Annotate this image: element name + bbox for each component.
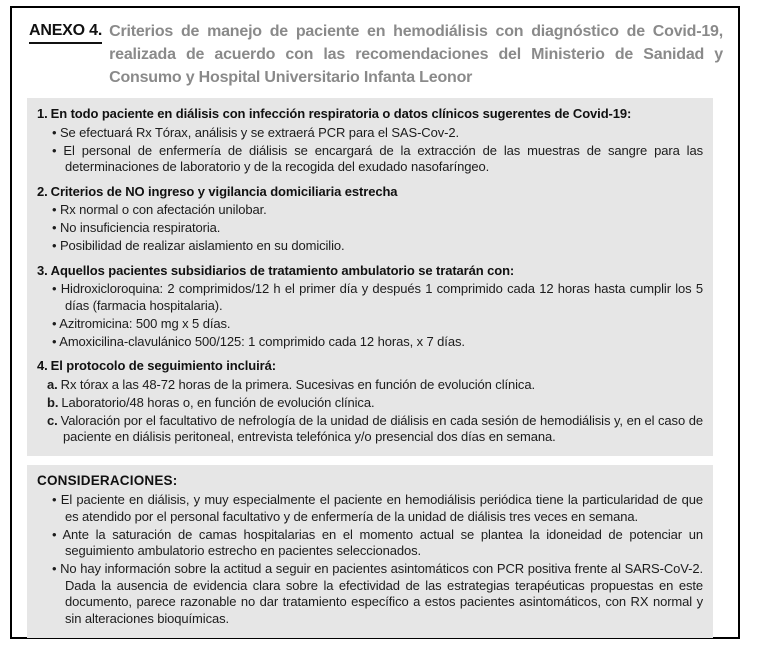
section-4 xyxy=(37,358,703,446)
section-2-heading-text: Criterios de NO ingreso y vigilancia domiciliaria estrecha xyxy=(50,183,398,199)
section-1-number: 1. xyxy=(37,106,48,121)
bullet-item: • Ante la saturación de camas hospitalarias en el momento actual se plantea la idoneidad de potenciar un seguimiento ambulatorio estrecho en pacientes seleccionados. xyxy=(52,527,703,560)
section-4-heading xyxy=(37,358,703,375)
document-frame xyxy=(10,6,740,639)
section-1-bullets xyxy=(52,125,703,176)
bullet-item: • Se efectuará Rx Tórax, análisis y se extraerá PCR para el SAS-Cov-2. xyxy=(52,125,703,142)
lettered-item xyxy=(47,377,703,394)
section-3-heading xyxy=(37,263,703,280)
section-2-heading xyxy=(37,184,703,201)
section-1-heading-text: En todo paciente en diálisis con infección respiratoria o datos clínicos sugerentes de Covid-19: xyxy=(50,106,632,121)
section-2-number: 2. xyxy=(37,183,48,199)
section-4-number: 4. xyxy=(37,358,48,373)
section-3-heading-text: Aquellos pacientes subsidiarios de tratamiento ambulatorio se tratarán con: xyxy=(50,262,515,278)
item-text: Valoración por el facultativo de nefrología de la unidad de diálisis en cada sesión de hemodiálisis y, en el caso de paciente en diálisis peritoneal, entrevista telefónica y/o presencial dos días en semana. xyxy=(60,412,703,444)
consideraciones-body xyxy=(37,492,703,627)
section-3 xyxy=(37,263,703,351)
consideraciones-bullets xyxy=(52,492,703,627)
bullet-item: • Amoxicilina-clavulánico 500/125: 1 comprimido cada 12 horas, x 7 días. xyxy=(52,334,703,351)
section-4-items xyxy=(47,377,703,446)
item-text: Laboratorio/48 horas o, en función de evolución clínica. xyxy=(61,394,375,410)
section-1 xyxy=(37,106,703,176)
section-3-bullets xyxy=(52,281,703,350)
section-2 xyxy=(37,184,703,255)
section-3-number: 3. xyxy=(37,262,48,278)
section-1-heading xyxy=(37,106,703,123)
bullet-item: • No insuficiencia respiratoria. xyxy=(52,220,703,237)
consideraciones-heading: CONSIDERACIONES: xyxy=(37,473,178,488)
document-title: Criterios de manejo de paciente en hemodiálisis con diagnóstico de Covid-19, realizada de acuerdo con las recomendaciones del Ministerio de Sanidad y Consumo y Hospital Universitario Infanta Leonor xyxy=(109,23,723,86)
bullet-item: • Azitromicina: 500 mg x 5 días. xyxy=(52,316,703,333)
lettered-item xyxy=(47,395,703,412)
section-4-heading-text: El protocolo de seguimiento incluirá: xyxy=(50,358,276,373)
bullet-item: • El paciente en diálisis, y muy especialmente el paciente en hemodiálisis periódica tiene la particularidad de que es atendido por el personal facultativo y de enfermería de la unidad de diálisis tres veces en semana. xyxy=(52,492,703,525)
item-label: c. xyxy=(47,412,58,428)
bullet-item: • No hay información sobre la actitud a seguir en pacientes asintomáticos con PCR positiva frente al SARS-CoV-2. Dada la ausencia de evidencia clara sobre la efectividad de las estrategias terapéuticas propuestas en este documento, parece razonable no dar tratamiento específico a estos pacientes asintomáticos, con RX normal y sin alteraciones bioquímicas. xyxy=(52,561,703,627)
anexo-label: ANEXO 4. xyxy=(29,20,102,44)
item-text: Rx tórax a las 48-72 horas de la primera. Sucesivas en función de evolución clínica. xyxy=(60,376,535,392)
criteria-panel xyxy=(27,98,713,456)
item-label: b. xyxy=(47,394,59,410)
bullet-item: • Rx normal o con afectación unilobar. xyxy=(52,202,703,219)
consideraciones-panel xyxy=(27,465,713,638)
document-header xyxy=(29,20,723,89)
lettered-item xyxy=(47,413,703,446)
bullet-item: • El personal de enfermería de diálisis se encargará de la extracción de las muestras de sangre para las determinaciones de laboratorio y de la recogida del exudado nasofaríngeo. xyxy=(52,143,703,176)
item-label: a. xyxy=(47,376,58,392)
bullet-item: • Hidroxicloroquina: 2 comprimidos/12 h el primer día y después 1 comprimido cada 12 horas hasta cumplir los 5 días (farmacia hospitalaria). xyxy=(52,281,703,314)
section-2-bullets xyxy=(52,202,703,255)
bullet-item: • Posibilidad de realizar aislamiento en su domicilio. xyxy=(52,238,703,255)
